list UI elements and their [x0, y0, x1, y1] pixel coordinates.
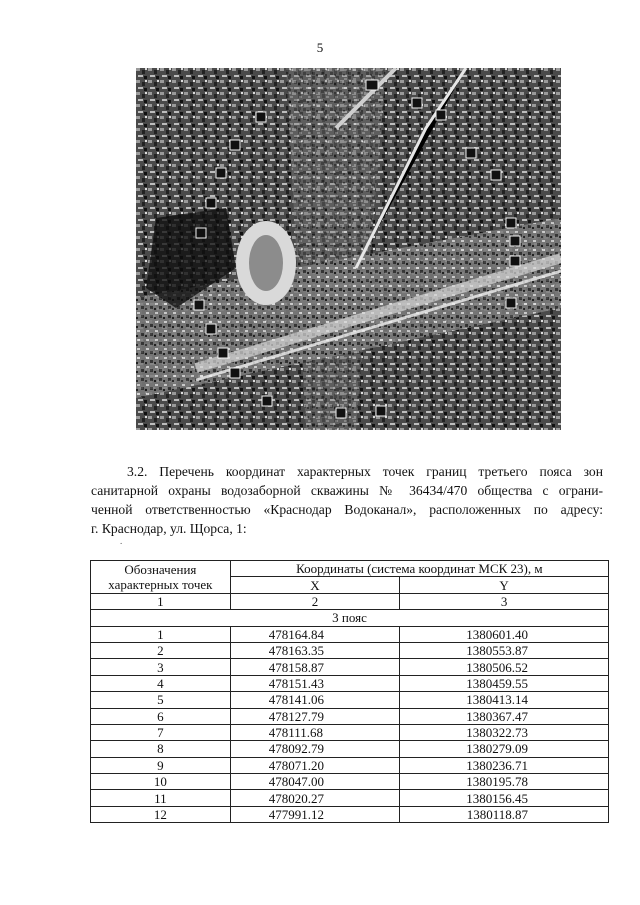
- page-number: 5: [316, 40, 324, 55]
- cell-point: 12: [91, 806, 231, 822]
- cell-x: 478158.87: [230, 659, 400, 675]
- paragraph-line-1: 3.2. Перечень координат характерных точек границ третьего пояса зон: [127, 464, 603, 479]
- cell-y: 1380413.14: [400, 692, 609, 708]
- table-column-numbers-row: [91, 593, 609, 609]
- cell-x: 478164.84: [230, 626, 400, 642]
- cell-y: 1380236.71: [400, 757, 609, 773]
- cell-y: 1380601.40: [400, 626, 609, 642]
- column-number-1: 1: [91, 593, 231, 609]
- cell-point: 4: [91, 675, 231, 691]
- cell-x: 478092.79: [230, 741, 400, 757]
- column-number-3: 3: [400, 593, 609, 609]
- table-row: [91, 659, 609, 675]
- cell-y: 1380367.47: [400, 708, 609, 724]
- coordinates-table: [90, 560, 609, 823]
- header-coordinates: Координаты (система координат МСК 23), м: [230, 561, 608, 577]
- table-row: [91, 741, 609, 757]
- table-section-row: [91, 610, 609, 626]
- cell-point: 8: [91, 741, 231, 757]
- cell-x: 478163.35: [230, 642, 400, 658]
- paragraph-line-4: г. Краснодар, ул. Щорса, 1:: [91, 521, 247, 536]
- cell-point: 6: [91, 708, 231, 724]
- map-graphic: [136, 68, 561, 430]
- cell-y: 1380195.78: [400, 774, 609, 790]
- cell-y: 1380156.45: [400, 790, 609, 806]
- cell-x: 478071.20: [230, 757, 400, 773]
- cell-point: 2: [91, 642, 231, 658]
- cell-x: 477991.12: [230, 806, 400, 822]
- cell-x: 478151.43: [230, 675, 400, 691]
- cell-y: 1380553.87: [400, 642, 609, 658]
- cell-point: 10: [91, 774, 231, 790]
- cell-point: 3: [91, 659, 231, 675]
- header-point-designation: Обозначения характерных точек: [91, 561, 231, 594]
- table-row: [91, 708, 609, 724]
- table-row: [91, 642, 609, 658]
- section-paragraph: [91, 462, 603, 538]
- table-row: [91, 692, 609, 708]
- paragraph-line-2: санитарной охраны водозаборной скважины № 36434/470 общества с ограни-: [91, 483, 603, 498]
- table-row: [91, 790, 609, 806]
- cell-y: 1380506.52: [400, 659, 609, 675]
- cell-point: 7: [91, 724, 231, 740]
- table-row: [91, 626, 609, 642]
- cell-point: 1: [91, 626, 231, 642]
- cell-point: 9: [91, 757, 231, 773]
- cell-y: 1380118.87: [400, 806, 609, 822]
- column-number-2: 2: [230, 593, 400, 609]
- satellite-map-image: [136, 68, 561, 430]
- cell-point: 5: [91, 692, 231, 708]
- table-row: [91, 806, 609, 822]
- cell-x: 478141.06: [230, 692, 400, 708]
- cell-y: 1380322.73: [400, 724, 609, 740]
- cell-y: 1380279.09: [400, 741, 609, 757]
- table-row: [91, 724, 609, 740]
- cell-x: 478127.79: [230, 708, 400, 724]
- table-header-row: [91, 561, 609, 577]
- cell-x: 478111.68: [230, 724, 400, 740]
- section-label: 3 пояс: [91, 610, 609, 626]
- cell-y: 1380459.55: [400, 675, 609, 691]
- cell-point: 11: [91, 790, 231, 806]
- cell-x: 478047.00: [230, 774, 400, 790]
- cell-x: 478020.27: [230, 790, 400, 806]
- table-row: [91, 757, 609, 773]
- header-y: Y: [400, 577, 609, 593]
- paragraph-line-3: ченной ответственностью «Краснодар Водоканал», расположенных по адресу:: [91, 502, 603, 517]
- stray-dot: .: [120, 536, 123, 546]
- table-row: [91, 675, 609, 691]
- table-row: [91, 774, 609, 790]
- header-x: X: [230, 577, 400, 593]
